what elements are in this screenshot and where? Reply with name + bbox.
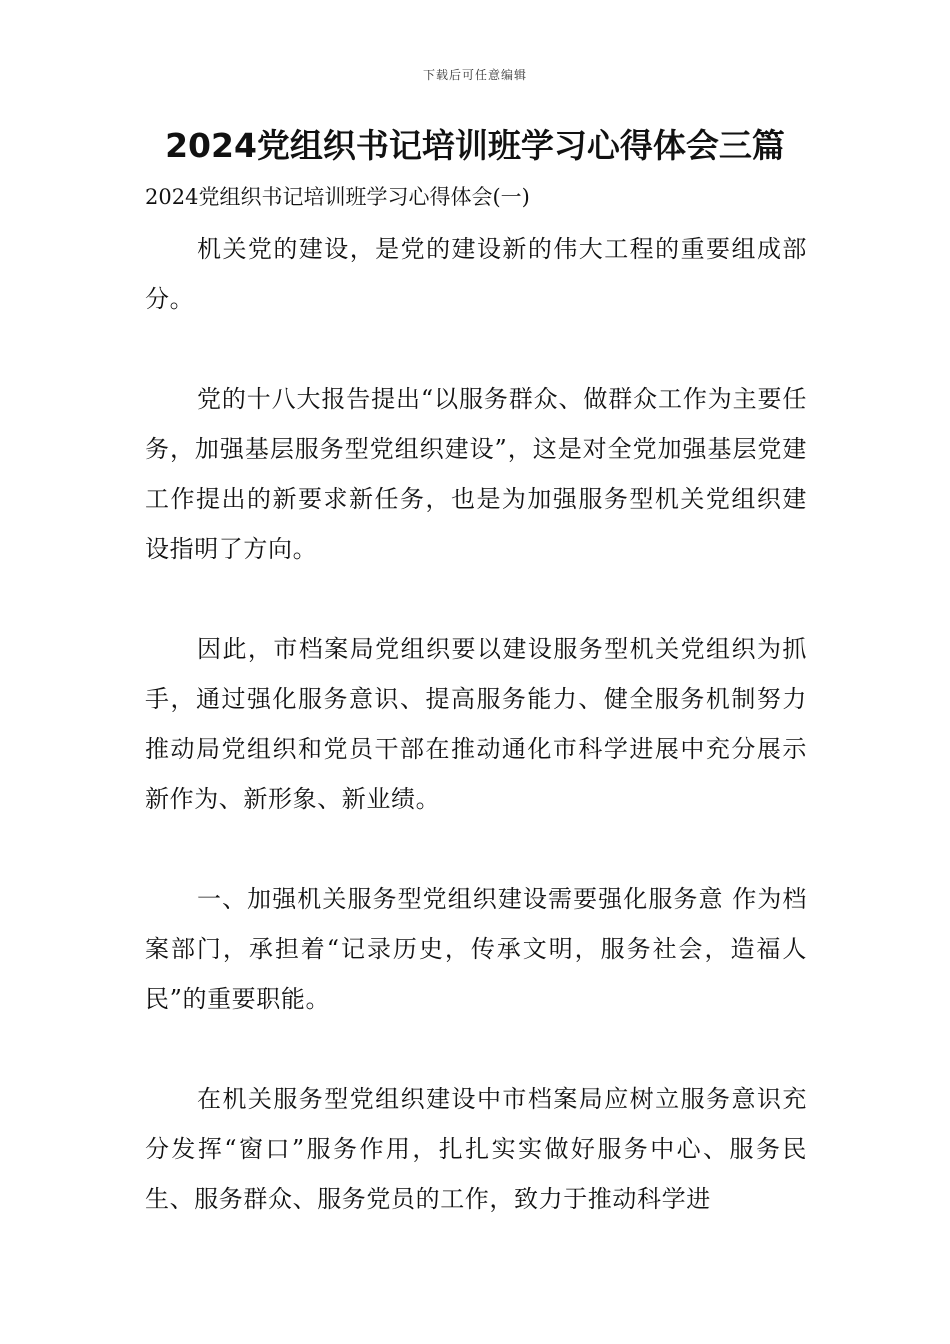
paragraph-3: 因此，市档案局党组织要以建设服务型机关党组织为抓手，通过强化服务意识、提高服务能力、健全服务机制努力推动局党组织和党员干部在推动通化市科学进展中充分展示新作为、新形象、新业绩。 — [145, 635, 807, 813]
paragraph-4: 一、加强机关服务型党组织建设需要强化服务意 作为档案部门，承担着“记录历史，传承文明，服务社会，造福人民”的重要职能。 — [145, 885, 807, 1013]
document-title: 2024党组织书记培训班学习心得体会三篇 — [165, 126, 785, 165]
paragraph-1: 机关党的建设，是党的建设新的伟大工程的重要组成部分。 — [145, 235, 807, 313]
document-body — [145, 224, 807, 1274]
paragraph-2: 党的十八大报告提出“以服务群众、做群众工作为主要任务，加强基层服务型党组织建设”，这是对全党加强基层党建工作提出的新要求新任务，也是为加强服务型机关党组织建设指明了方向。 — [145, 385, 807, 563]
paragraph-5: 在机关服务型党组织建设中市档案局应树立服务意识充分发挥“窗口”服务作用，扎扎实实做好服务中心、服务民生、服务群众、服务党员的工作，致力于推动科学进 — [145, 1085, 807, 1213]
document-subtitle: 2024党组织书记培训班学习心得体会(一) — [145, 185, 530, 209]
header-note: 下载后可任意编辑 — [422, 68, 527, 82]
